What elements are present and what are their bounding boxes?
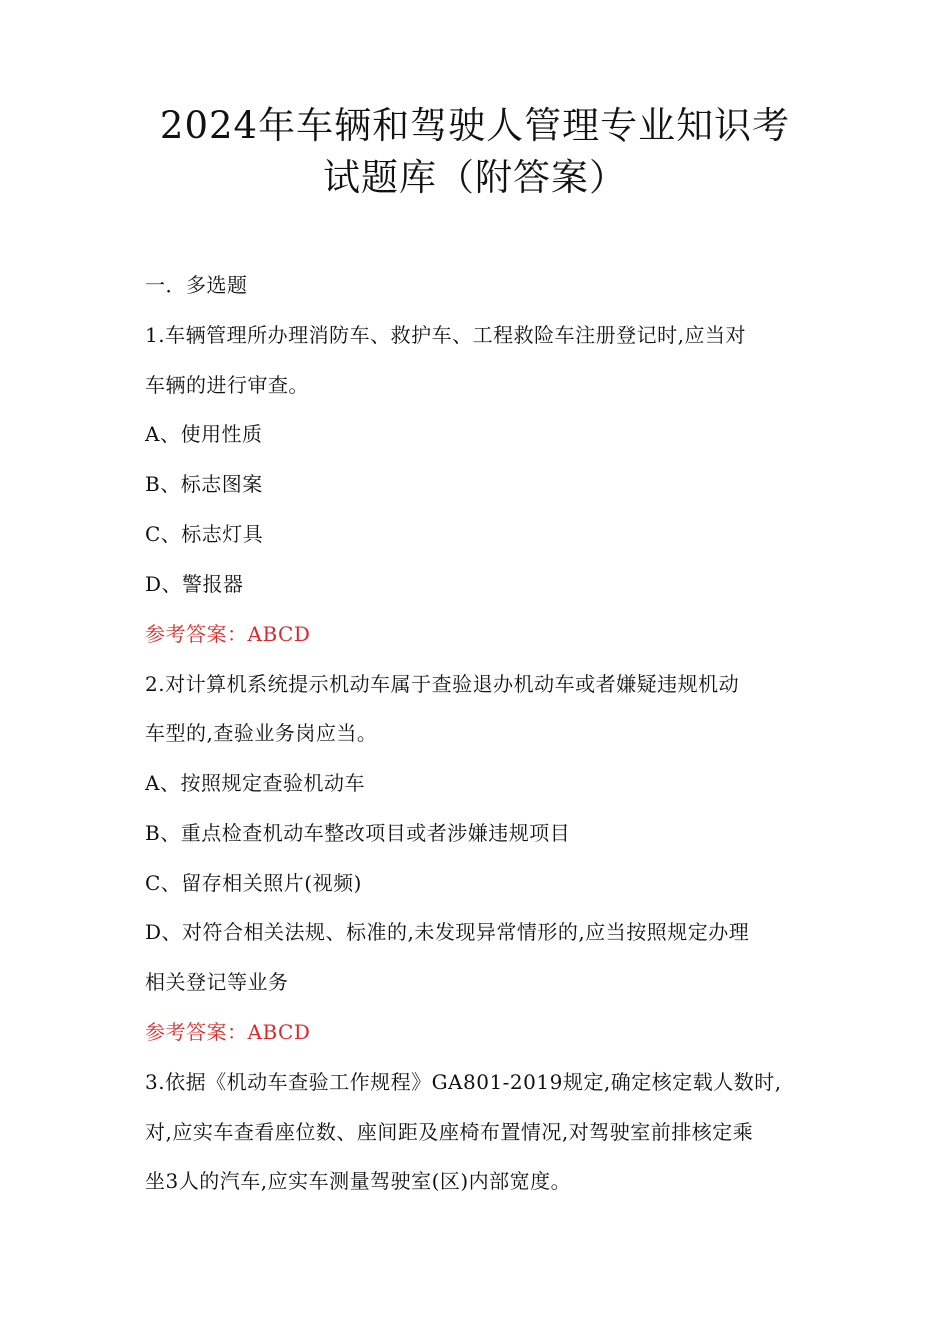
question-2-option-d-line-2: 相关登记等业务	[145, 970, 289, 994]
question-2-text-line-2: 车型的,查验业务岗应当。	[145, 721, 378, 745]
question-2-option-b: B、重点检查机动车整改项目或者涉嫌违规项目	[145, 821, 571, 845]
question-1-text-line-1: 1.车辆管理所办理消防车、救护车、工程救险车注册登记时,应当对	[145, 323, 746, 347]
document-title-line-1: 2024年车辆和驾驶人管理专业知识考	[159, 104, 791, 147]
question-2-option-d-line-1: D、对符合相关法规、标准的,未发现异常情形的,应当按照规定办理	[145, 920, 750, 944]
question-3-text-line-1: 3.依据《机动车查验工作规程》GA801-2019规定,确定核定载人数时,	[145, 1070, 782, 1094]
question-2-answer: 参考答案：ABCD	[145, 1020, 311, 1044]
question-2-option-c: C、留存相关照片(视频)	[145, 871, 362, 895]
question-3-text-line-3: 坐3人的汽车,应实车测量驾驶室(区)内部宽度。	[145, 1169, 572, 1193]
question-1-option-b: B、标志图案	[145, 472, 263, 496]
section-heading: 一．多选题	[145, 273, 248, 297]
question-2-text-line-1: 2.对计算机系统提示机动车属于查验退办机动车或者嫌疑违规机动	[145, 672, 740, 696]
question-1-option-c: C、标志灯具	[145, 522, 264, 546]
question-3-text-line-2: 对,应实车查看座位数、座间距及座椅布置情况,对驾驶室前排核定乘	[145, 1120, 754, 1144]
document-title-line-2: 试题库（附答案）	[323, 156, 627, 199]
question-1-option-d: D、警报器	[145, 572, 244, 596]
question-1-text-line-2: 车辆的进行审查。	[145, 373, 309, 397]
question-1-option-a: A、使用性质	[145, 422, 263, 446]
question-1-answer: 参考答案：ABCD	[145, 622, 311, 646]
question-2-option-a: A、按照规定查验机动车	[145, 771, 365, 795]
